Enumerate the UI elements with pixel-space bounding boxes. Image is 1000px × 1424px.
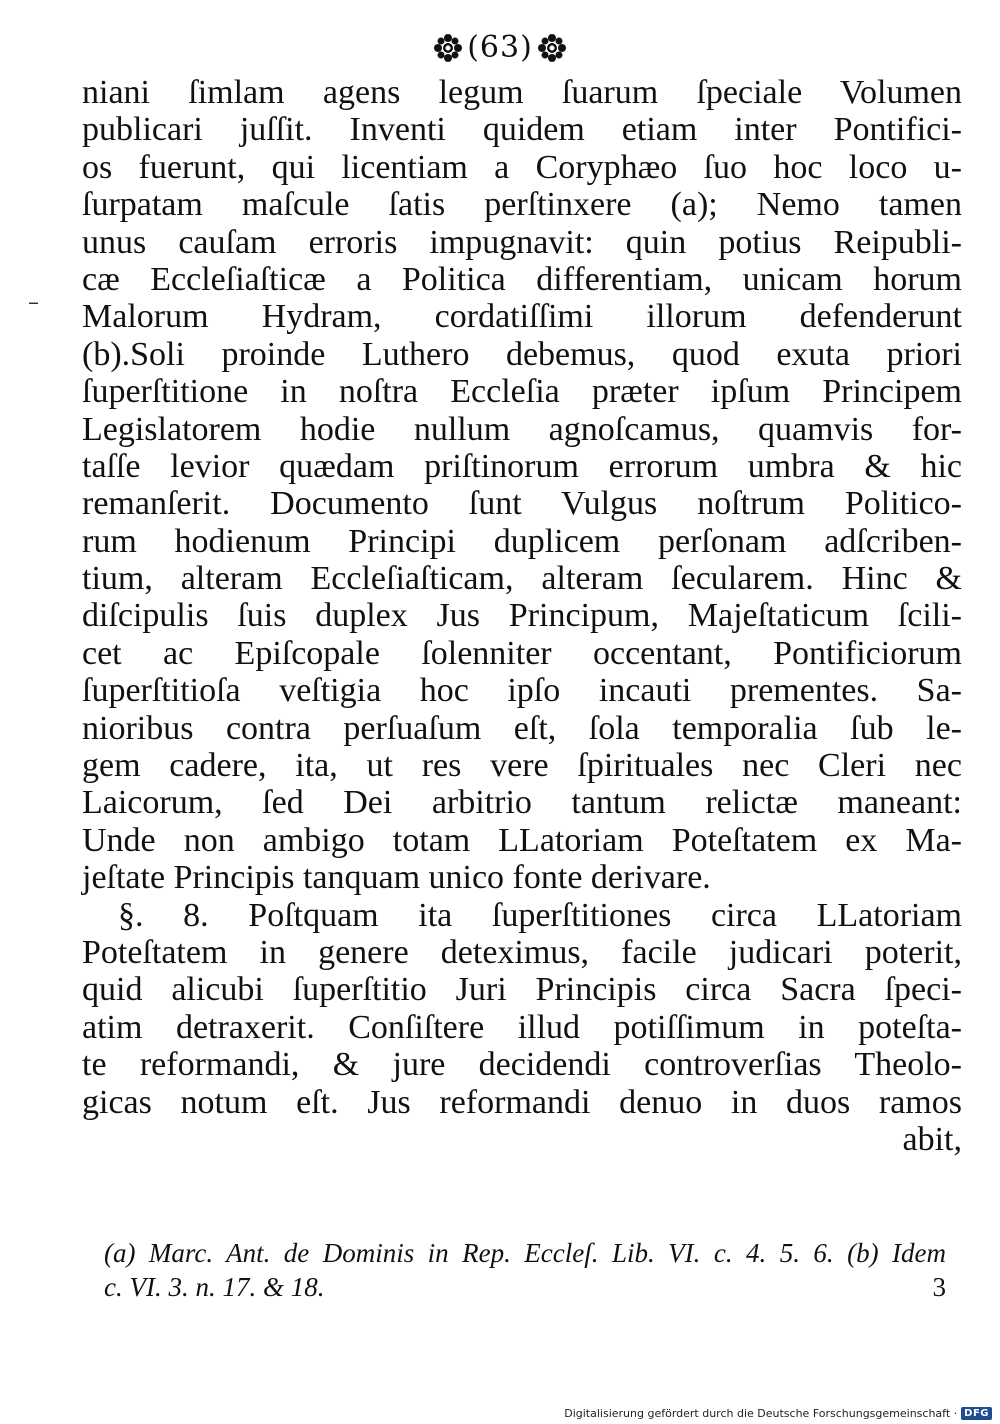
text-line: atim detraxerit. Conſiſtere illud potiſſimum in poteſta- [82,1008,962,1046]
page-number: (63) [467,30,533,65]
text-line: cet ac Epiſcopale ſolenniter occentant, Pontificiorum [82,634,962,672]
text-line: quid alicubi ſuperſtitio Juri Principis circa Sacra ſpeci- [82,971,962,1009]
text-line: taſſe levior quædam priſtinorum errorum umbra & hic [82,447,962,485]
text-line: Malorum Hydram, cordatiſſimi illorum defenderunt [82,298,962,336]
text-line: remanſerit. Documento ſunt Vulgus noſtrum Politico- [82,485,962,523]
footnote-line: c. VI. 3. n. 17. & 18. [104,1272,325,1302]
rosette-ornament-right-icon [537,33,567,63]
text-line: diſcipulis ſuis duplex Jus Principum, Majeſtaticum ſcili- [82,597,962,635]
signature-mark: 3 [932,1272,946,1302]
catchword: abit, [902,1120,962,1158]
text-line: ſuperſtitioſa veſtigia hoc ipſo incauti prementes. Sa- [82,672,962,710]
text-line: publicari juſſit. Inventi quidem etiam inter Pontifici- [82,111,962,149]
text-line: gem cadere, ita, ut res vere ſpirituales nec Cleri nec [82,747,962,785]
text-line: (b).Soli proinde Luthero debemus, quod exuta priori [82,335,962,373]
text-line: ſuperſtitione in noſtra Eccleſia præter ipſum Principem [82,373,962,411]
page-header [0,28,1000,68]
credit-text: Digitalisierung gefördert durch die Deutsche Forschungsgemeinschaft · [564,1407,958,1420]
rosette-ornament-left-icon [433,33,463,63]
footnote-line: (a) Marc. Ant. de Dominis in Rep. Eccleſ. Lib. VI. c. 4. 5. 6. (b) Idem [104,1238,946,1268]
text-line: jeſtate Principis tanquam unico fonte derivare. [82,859,711,897]
margin-mark: – [28,290,39,315]
text-line: gicas notum eſt. Jus reformandi denuo in duos ramos [82,1083,962,1121]
dfg-logo-icon: DFG [961,1407,992,1420]
footnotes [104,1236,946,1304]
text-line: Laicorum, ſed Dei arbitrio tantum relictæ maneant: [82,784,962,822]
text-line: ſurpatam maſcule ſatis perſtinxere (a); Nemo tamen [82,186,962,224]
body-text [82,74,962,1158]
text-line: unus cauſam erroris impugnavit: quin potius Reipubli- [82,223,962,261]
text-line: niani ſimlam agens legum ſuarum ſpeciale Volumen [82,74,962,111]
text-line: cæ Eccleſiaſticæ a Politica differentiam, unicam horum [82,260,962,298]
section-heading-line: §. 8. Poſtquam ita ſuperſtitiones circa LLatoriam [118,896,962,934]
text-line: te reformandi, & jure decidendi controverſias Theolo- [82,1046,962,1084]
text-line: nioribus contra perſuaſum eſt, ſola temporalia ſub le- [82,709,962,747]
text-line: Poteſtatem in genere deteximus, facile judicari poterit, [82,933,962,971]
digitization-credit [564,1407,992,1420]
text-line: tium, alteram Eccleſiaſticam, alteram ſecularem. Hinc & [82,560,962,598]
text-line: rum hodienum Principi duplicem perſonam adſcriben- [82,522,962,560]
text-line: os fuerunt, qui licentiam a Coryphæo ſuo hoc loco u- [82,148,962,186]
text-line: Unde non ambigo totam LLatoriam Poteſtatem ex Ma- [82,821,962,859]
text-line: Legislatorem hodie nullum agnoſcamus, quamvis for- [82,410,962,448]
